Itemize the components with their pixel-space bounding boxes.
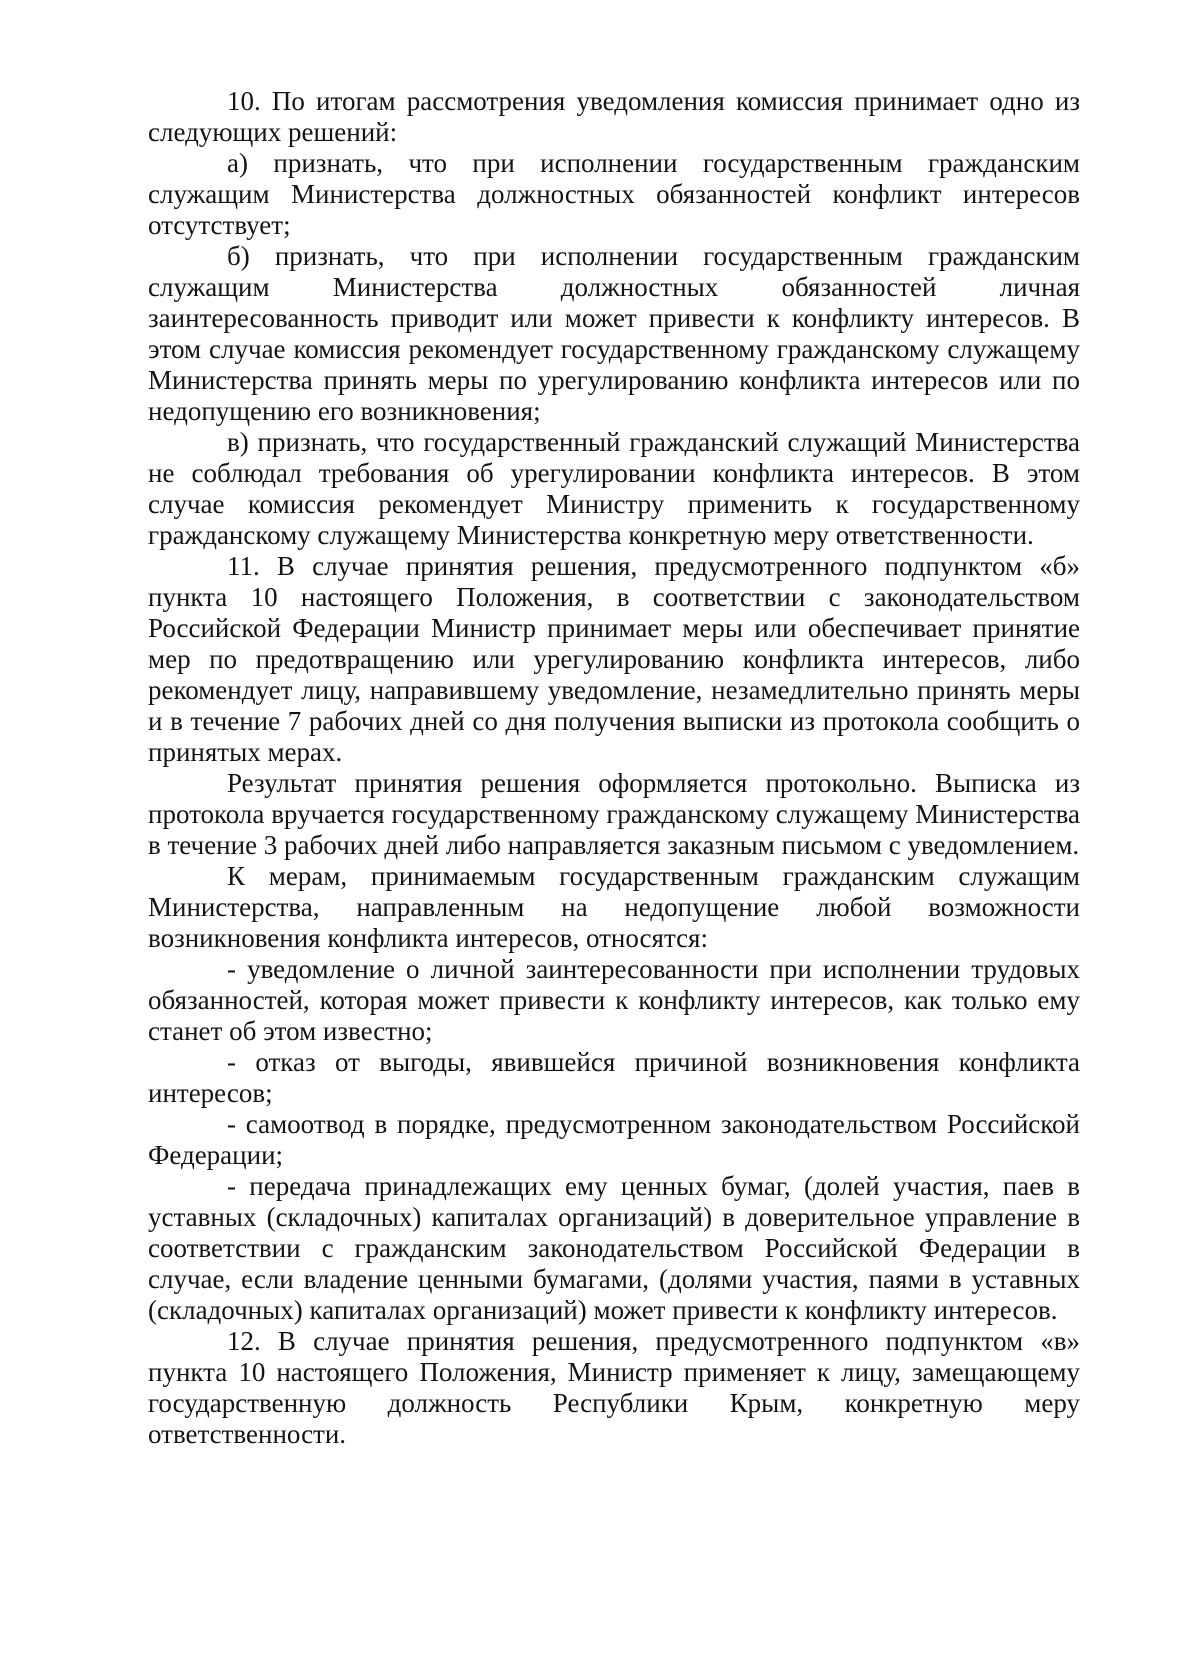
measure-item-transfer: - передача принадлежащих ему ценных бумаг, (долей участия, паев в уставных (складочных) капиталах организаций) в доверительное управление в соответствии с гражданским законодательством Российской Федерации в случае, если владение ценными бумагами, (долями участия, паями в уставных (складочных) капиталах организаций) может привести к конфликту интересов. (148, 1171, 1080, 1325)
paragraph-11-result: Результат принятия решения оформляется протокольно. Выписка из протокола вручается государственному гражданскому служащему Министерства в течение 3 рабочих дней либо направляется заказным письмом с уведомлением. (148, 768, 1080, 860)
measure-item-refusal: - отказ от выгоды, явившейся причиной возникновения конфликта интересов; (148, 1047, 1080, 1108)
document-page (148, 86, 1080, 1450)
paragraph-11: 11. В случае принятия решения, предусмотренного подпунктом «б» пункта 10 настоящего Положения, в соответствии с законодательством Российской Федерации Министр принимает меры или обеспечивает принятие мер по предотвращению или урегулированию конфликта интересов, либо рекомендует лицу, направившему уведомление, незамедлительно принять меры и в течение 7 рабочих дней со дня получения выписки из протокола сообщить о принятых мерах. (148, 551, 1080, 767)
paragraph-11-measures-intro: К мерам, принимаемым государственным гражданским служащим Министерства, направленным на недопущение любой возможности возникновения конфликта интересов, относятся: (148, 861, 1080, 953)
paragraph-10-a: а) признать, что при исполнении государственным гражданским служащим Министерства должностных обязанностей конфликт интересов отсутствует; (148, 148, 1080, 240)
measure-item-recusal: - самоотвод в порядке, предусмотренном законодательством Российской Федерации; (148, 1109, 1080, 1170)
measure-item-notification: - уведомление о личной заинтересованности при исполнении трудовых обязанностей, которая может привести к конфликту интересов, как только ему станет об этом известно; (148, 954, 1080, 1046)
paragraph-10-b: б) признать, что при исполнении государственным гражданским служащим Министерства должностных обязанностей личная заинтересованность приводит или может привести к конфликту интересов. В этом случае комиссия рекомендует государственному гражданскому служащему Министерства принять меры по урегулированию конфликта интересов или по недопущению его возникновения; (148, 241, 1080, 426)
paragraph-10-intro: 10. По итогам рассмотрения уведомления комиссия принимает одно из следующих решений: (148, 86, 1080, 147)
paragraph-12: 12. В случае принятия решения, предусмотренного подпунктом «в» пункта 10 настоящего Положения, Министр применяет к лицу, замещающему государственную должность Республики Крым, конкретную меру ответственности. (148, 1326, 1080, 1449)
paragraph-10-v: в) признать, что государственный гражданский служащий Министерства не соблюдал требования об урегулировании конфликта интересов. В этом случае комиссия рекомендует Министру применить к государственному гражданскому служащему Министерства конкретную меру ответственности. (148, 427, 1080, 550)
